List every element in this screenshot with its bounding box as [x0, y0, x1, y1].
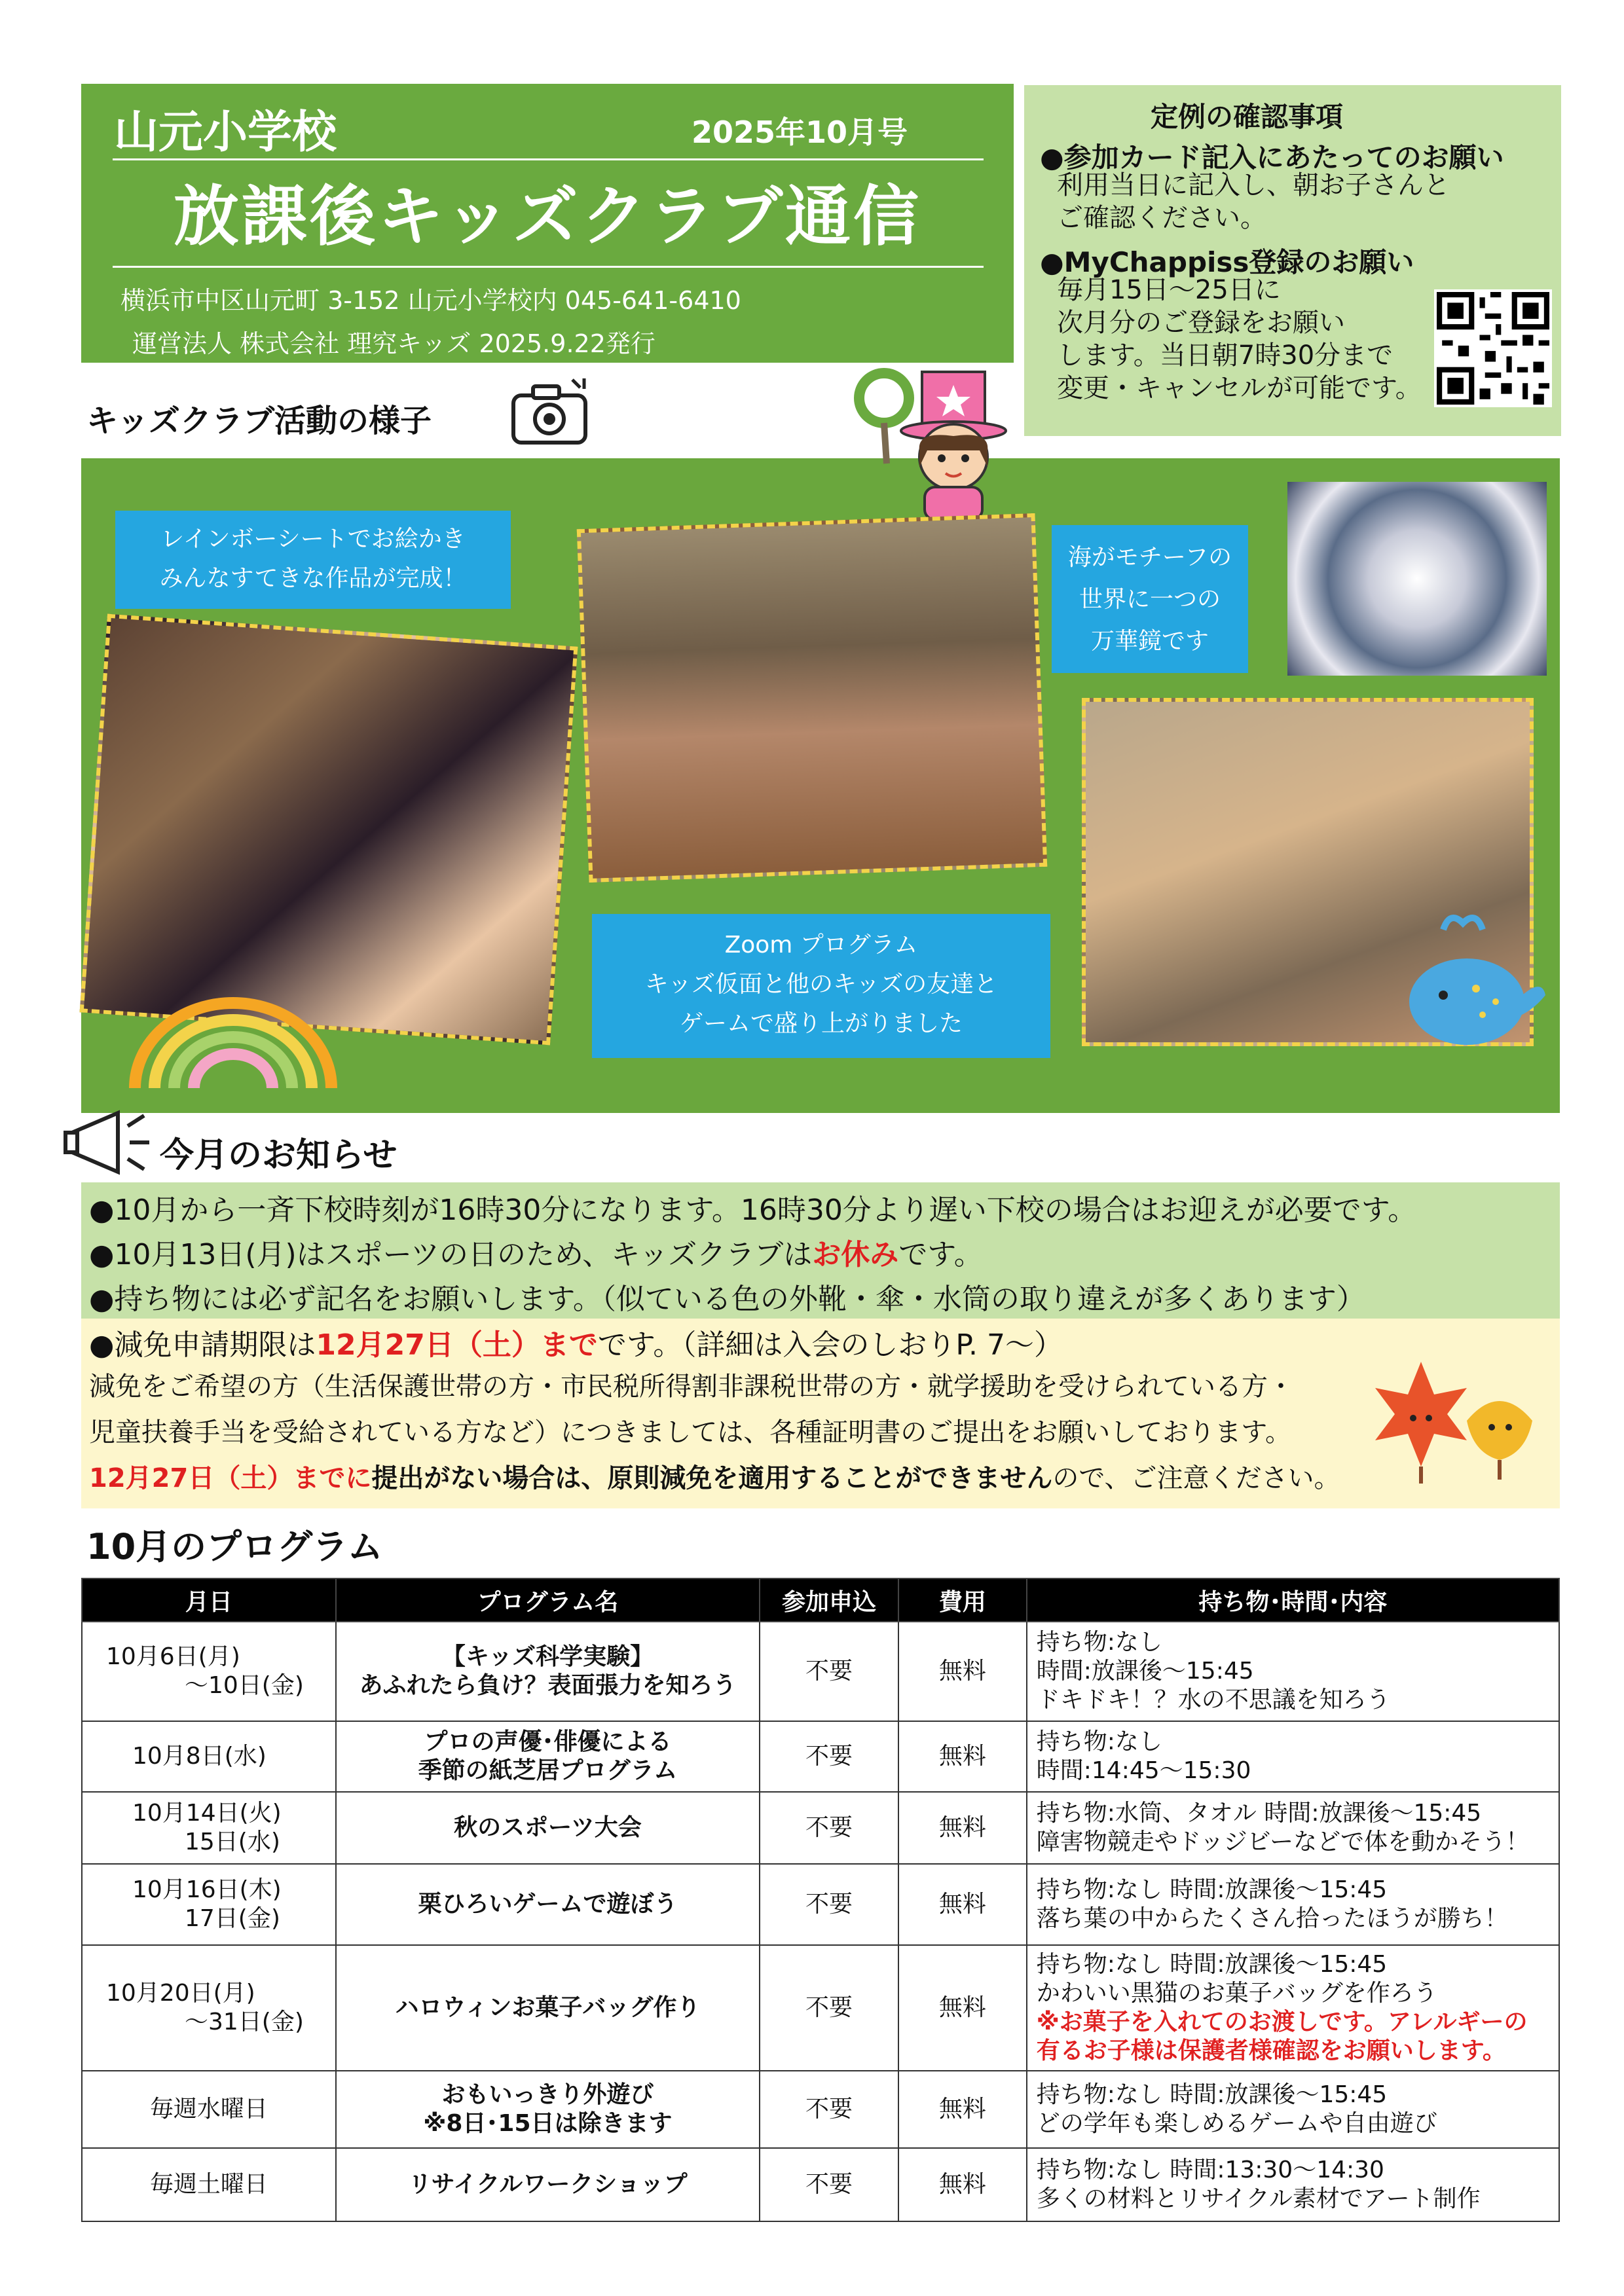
table-row	[82, 1945, 1559, 2071]
caption-line: キッズ仮面と他のキッズの友達と	[644, 971, 998, 998]
program-name-cell	[336, 1721, 760, 1792]
date-text: 10月16日(木)	[132, 1876, 282, 1903]
detail-line: ドキドキ！？水の不思議を知ろう	[1036, 1686, 1390, 1713]
detail-line: 持ち物:なし 時間:放課後～15:45	[1036, 2081, 1388, 2108]
program-name-cell: 秋のスポーツ大会	[336, 1792, 760, 1864]
notes-line: 利用当日に記入し、朝お子さんと	[1057, 170, 1450, 200]
detail-line: 多くの材料とリサイクル素材でアート制作	[1036, 2185, 1481, 2212]
detail-warning: ※お菓子を入れてのお渡しです。アレルギーの	[1036, 2009, 1528, 2035]
apply-cell: 不要	[760, 1792, 898, 1864]
date-cell	[82, 1864, 336, 1945]
notice-line	[89, 1321, 1063, 1363]
caption-line: Zoom プログラム	[724, 932, 918, 958]
regular-notes-box	[1024, 85, 1561, 436]
apply-cell: 不要	[760, 1622, 898, 1721]
issue-date: 2025年10月号	[692, 115, 908, 150]
program-name-cell: 栗ひろいゲームで遊ぼう	[336, 1864, 760, 1945]
header-divider	[113, 158, 984, 160]
table-row	[82, 1622, 1559, 1721]
school-address: 横浜市中区山元町 3-152 山元小学校内 045-641-6410	[120, 286, 741, 315]
photo-caption	[115, 511, 511, 609]
school-name: 山元小学校	[114, 107, 337, 158]
notice-text: ●10月13日(月)はスポーツの日のため、キッズクラブは	[89, 1238, 813, 1271]
fee-cell: 無料	[898, 2071, 1027, 2148]
date-cell: 毎週土曜日	[82, 2148, 336, 2221]
table-row	[82, 2071, 1559, 2148]
header-divider	[113, 266, 984, 268]
rainbow-icon	[122, 990, 344, 1091]
date-cell: 毎週水曜日	[82, 2071, 336, 2148]
table-header-row	[82, 1578, 1559, 1622]
mascot-illustration	[851, 359, 1022, 525]
date-cell	[82, 1622, 336, 1721]
whale-icon	[1404, 910, 1548, 1057]
notes-line: 毎月15日～25日に	[1057, 275, 1281, 305]
notice-line	[89, 1457, 1340, 1495]
table-row	[82, 1792, 1559, 1864]
notes-item-text	[1057, 169, 1450, 234]
detail-line: 時間:14:45～15:30	[1036, 1757, 1251, 1784]
publisher-info: 運営法人 株式会社 理究キッズ 2025.9.22発行	[132, 329, 655, 358]
caption-line: レインボーシートでお絵かき	[160, 526, 466, 553]
camera-icon	[507, 376, 592, 450]
activity-section-title: キッズクラブ活動の様子	[86, 403, 432, 439]
detail-cell	[1027, 2071, 1559, 2148]
apply-cell: 不要	[760, 1721, 898, 1792]
detail-cell	[1027, 1721, 1559, 1792]
detail-line: 持ち物:なし 時間:放課後～15:45	[1036, 1876, 1388, 1903]
apply-cell: 不要	[760, 1864, 898, 1945]
date-text: 17日(金)	[185, 1905, 280, 1932]
photo-kaleidoscope-view	[1287, 482, 1547, 676]
date-text: 10月14日(火)	[132, 1800, 282, 1827]
leaves-icon	[1375, 1355, 1539, 1489]
detail-line: どの学年も楽しめるゲームや自由遊び	[1036, 2110, 1437, 2137]
newsletter-header	[81, 84, 1014, 363]
notice-text: ので、ご注意ください。	[1052, 1463, 1340, 1493]
detail-line: 持ち物:なし	[1036, 1728, 1162, 1755]
detail-cell	[1027, 2148, 1559, 2221]
caption-line: 万華鏡です	[1090, 628, 1209, 655]
program-name: ※8日･15日は除きます	[423, 2110, 673, 2137]
program-table	[81, 1578, 1560, 2222]
column-header: プログラム名	[336, 1578, 760, 1622]
photo-zoom-program	[577, 513, 1047, 883]
detail-cell	[1027, 1864, 1559, 1945]
date-cell	[82, 1721, 336, 1792]
program-name-cell: ハロウィンお菓子バッグ作り	[336, 1945, 760, 2071]
apply-cell: 不要	[760, 2148, 898, 2221]
fee-cell: 無料	[898, 2148, 1027, 2221]
date-text: 10月6日(月)	[106, 1643, 240, 1670]
detail-line: 障害物競走やドッジビーなどで体を動かそう！	[1036, 1829, 1530, 1855]
column-header: 持ち物･時間･内容	[1027, 1578, 1559, 1622]
detail-line: 持ち物:なし	[1036, 1629, 1162, 1656]
notice-highlight: 12月27日（土）までに	[89, 1463, 372, 1493]
program-section-title: 10月のプログラム	[86, 1526, 383, 1567]
detail-line: かわいい黒猫のお菓子バッグを作ろう	[1036, 1980, 1437, 2007]
program-name: 季節の紙芝居プログラム	[418, 1757, 678, 1784]
program-name-cell	[336, 2071, 760, 2148]
notices-section-title: 今月のお知らせ	[160, 1136, 397, 1175]
photo-rainbow-sheet-art	[80, 614, 578, 1046]
caption-line: 海がモチーフの	[1067, 544, 1232, 571]
detail-warning: 有るお子様は保護者様確認をお願いします。	[1036, 2037, 1506, 2064]
notice-line	[89, 1231, 983, 1273]
notice-text: ●減免申請期限は	[89, 1328, 316, 1362]
date-text: ～10日(金)	[185, 1672, 304, 1699]
detail-cell	[1027, 1792, 1559, 1864]
caption-line: 世界に一つの	[1079, 586, 1221, 613]
table-row	[82, 2148, 1559, 2221]
detail-line: 落ち葉の中からたくさん拾ったほうが勝ち！	[1036, 1905, 1508, 1932]
date-text: ～31日(金)	[185, 2009, 304, 2035]
notes-item-heading: ●参加カード記入にあたってのお願い	[1040, 141, 1504, 173]
notice-highlight: 12月27日（土）まで	[316, 1328, 598, 1362]
notes-line: ご確認ください。	[1057, 203, 1266, 233]
notes-item-heading: ●MyChappiss登録のお願い	[1040, 246, 1414, 278]
column-header: 費用	[898, 1578, 1027, 1622]
detail-line: 持ち物:なし 時間:13:30～14:30	[1036, 2157, 1384, 2183]
caption-line: みんなすてきな作品が完成！	[159, 565, 467, 592]
fee-cell: 無料	[898, 1622, 1027, 1721]
megaphone-icon	[59, 1100, 157, 1188]
column-header: 月日	[82, 1578, 336, 1622]
date-text: 10月20日(月)	[106, 1980, 255, 2007]
notes-line: 変更・キャンセルが可能です。	[1057, 373, 1422, 403]
program-name: おもいっきり外遊び	[441, 2081, 654, 2108]
qr-code[interactable]	[1434, 289, 1552, 407]
newsletter-title: 放課後キッズクラブ通信	[174, 178, 921, 255]
program-name: あふれたら負け？表面張力を知ろう	[359, 1672, 737, 1699]
notice-text: です。	[898, 1238, 983, 1271]
notice-highlight: お休み	[812, 1238, 899, 1271]
column-header: 参加申込	[760, 1578, 898, 1622]
program-name-cell	[336, 1622, 760, 1721]
notice-line: ●持ち物には必ず記名をお願いします。（似ている色の外靴・傘・水筒の取り違えが多くあります）	[89, 1283, 1365, 1316]
detail-cell	[1027, 1945, 1559, 2071]
program-name: 【キッズ科学実験】	[441, 1643, 654, 1670]
detail-cell	[1027, 1622, 1559, 1721]
table-row	[82, 1721, 1559, 1792]
detail-line: 持ち物:水筒、タオル 時間:放課後～15:45	[1036, 1800, 1482, 1827]
notes-line: 次月分のご登録をお願い	[1057, 308, 1345, 338]
caption-line: ゲームで盛り上がりました	[679, 1010, 963, 1037]
notes-item-text	[1057, 274, 1422, 405]
date-text: 10月8日(水)	[132, 1743, 267, 1770]
detail-line: 時間:放課後～15:45	[1036, 1658, 1254, 1685]
notice-bold: 提出がない場合は、原則減免を適用することができません	[371, 1463, 1053, 1493]
notice-line: 減免をご希望の方（生活保護世帯の方・市民税所得割非課税世帯の方・就学援助を受けられている方・	[89, 1372, 1294, 1402]
apply-cell: 不要	[760, 2071, 898, 2148]
table-row	[82, 1864, 1559, 1945]
notice-text: です。（詳細は入会のしおりP. 7～）	[597, 1328, 1063, 1362]
fee-cell: 無料	[898, 1945, 1027, 2071]
program-name: プロの声優･俳優による	[424, 1728, 672, 1755]
date-cell	[82, 1792, 336, 1864]
photo-caption	[592, 914, 1050, 1058]
detail-line: 持ち物:なし 時間:放課後～15:45	[1036, 1951, 1388, 1978]
notes-line: します。当日朝7時30分まで	[1057, 340, 1393, 371]
apply-cell: 不要	[760, 1945, 898, 2071]
fee-cell: 無料	[898, 1864, 1027, 1945]
notice-line: 児童扶養手当を受給されている方など）につきましては、各種証明書のご提出をお願いしております。	[89, 1417, 1291, 1448]
date-cell	[82, 1945, 336, 2071]
program-name-cell: リサイクルワークショップ	[336, 2148, 760, 2221]
date-text: 15日(水)	[185, 1829, 280, 1855]
fee-cell: 無料	[898, 1792, 1027, 1864]
fee-cell: 無料	[898, 1721, 1027, 1792]
notes-title: 定例の確認事項	[1150, 101, 1343, 133]
notice-line: ●10月から一斉下校時刻が16時30分になります。16時30分より遅い下校の場合はお迎えが必要です。	[89, 1194, 1417, 1227]
photo-caption	[1052, 525, 1248, 673]
